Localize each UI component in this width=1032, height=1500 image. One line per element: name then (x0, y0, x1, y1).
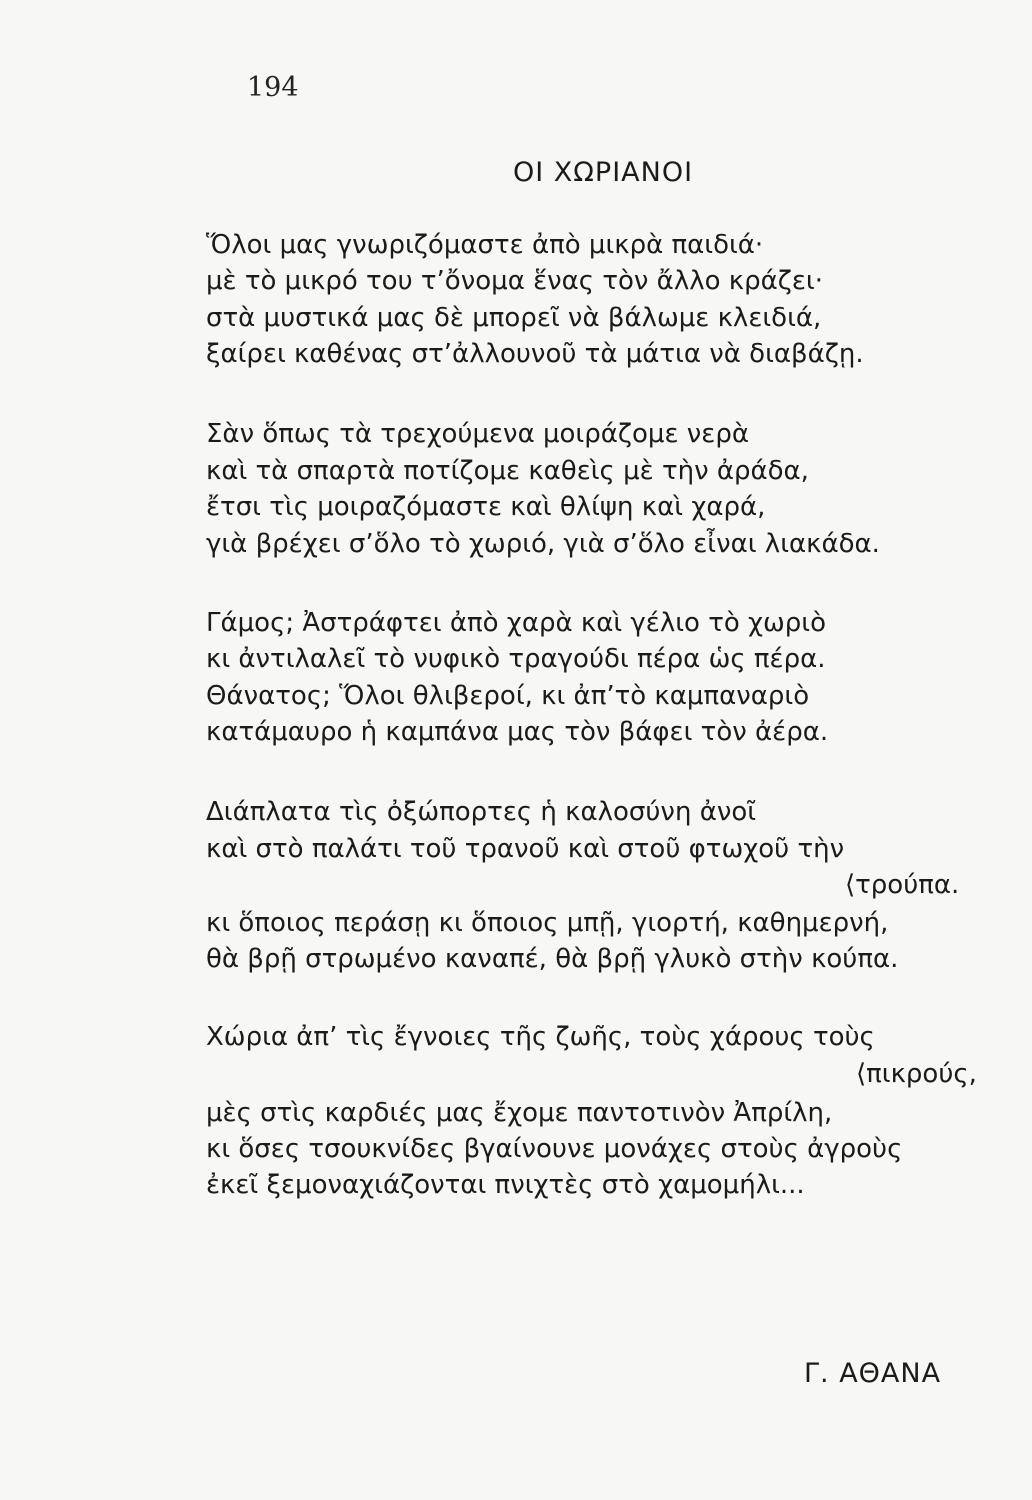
poem-line: ξαίρει καθένας στ’ἀλλουνοῦ τὰ μάτια νὰ διαβάζῃ. (206, 339, 864, 369)
poem-line: κατάμαυρο ἡ καμπάνα μας τὸν βάφει τὸν ἀέρα. (206, 717, 829, 747)
poem-line: Διάπλατα τὶς ὀξώπορτες ἡ καλοσύνη ἀνοῖ (206, 797, 757, 827)
poem-line: Χώρια ἀπ’ τὶς ἔγνοιες τῆς ζωῆς, τοὺς χάρους τοὺς (206, 1022, 875, 1052)
poem-title: ΟΙ ΧΩΡΙΑΝΟΙ (513, 157, 694, 188)
poem-line: γιὰ βρέχει σ’ὅλο τὸ χωριό, γιὰ σ’ὅλο εἶναι λιακάδα. (206, 529, 880, 559)
poem-line: κι ὅσες τσουκνίδες βγαίνουνε μονάχες στοὺς ἀγροὺς (206, 1134, 903, 1164)
poem-line-continuation: ⟨τρούπα. (845, 870, 960, 900)
poem-line: κι ἀντιλαλεῖ τὸ νυφικὸ τραγούδι πέρα ὡς πέρα. (206, 644, 826, 674)
poem-line: καὶ τὰ σπαρτὰ ποτίζομε καθεὶς μὲ τὴν ἀράδα, (206, 456, 809, 486)
page-number: 194 (247, 72, 299, 103)
poem-line-continuation: ⟨πικρούς, (856, 1059, 977, 1089)
poem-line: κι ὅποιος περάσῃ κι ὅποιος μπῇ, γιορτή, καθημερνή, (206, 908, 889, 938)
author-signature: Γ. ΑΘΑΝΑ (804, 1358, 942, 1389)
poem-line: Γάμος; Ἀστράφτει ἀπὸ χαρὰ καὶ γέλιο τὸ χωριὸ (206, 608, 827, 638)
poem-line: καὶ στὸ παλάτι τοῦ τρανοῦ καὶ στοῦ φτωχοῦ τὴν (206, 834, 845, 864)
poem-line: ἔτσι τὶς μοιραζόμαστε καὶ θλίψη καὶ χαρά, (206, 492, 766, 522)
poem-line: Θάνατος; Ὅλοι θλιβεροί, κι ἀπ’τὸ καμπαναριὸ (206, 681, 810, 711)
poem-line: μὲ τὸ μικρό του τ’ὄνομα ἕνας τὸν ἄλλο κράζει· (206, 266, 823, 296)
poem-line: Ὅλοι μας γνωριζόμαστε ἀπὸ μικρὰ παιδιά· (206, 230, 764, 260)
poem-line: Σὰν ὅπως τὰ τρεχούμενα μοιράζομε νερὰ (206, 419, 749, 449)
poem-line: μὲς στὶς καρδιές μας ἔχομε παντοτινὸν Ἀπρίλη, (206, 1098, 833, 1128)
poem-line: στὰ μυστικά μας δὲ μπορεῖ νὰ βάλωμε κλειδιά, (206, 303, 822, 333)
poem-line: ἐκεῖ ξεμοναχιάζονται πνιχτὲς στὸ χαμομήλι... (206, 1170, 805, 1200)
poem-line: θὰ βρῇ στρωμένο καναπέ, θὰ βρῇ γλυκὸ στὴν κούπα. (206, 944, 899, 974)
